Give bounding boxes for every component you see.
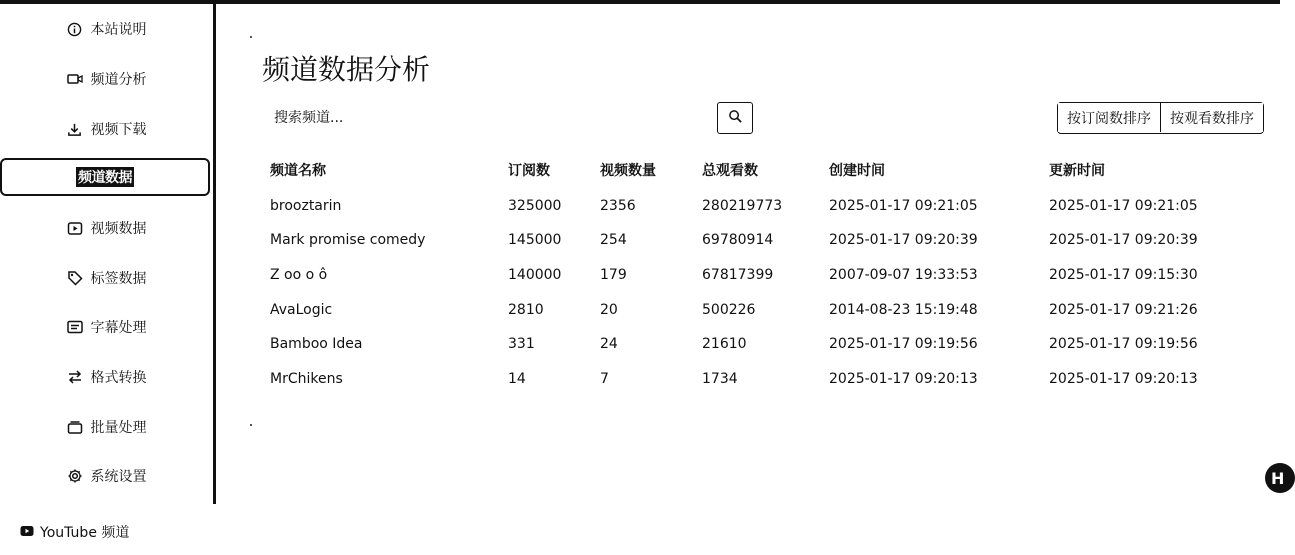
header-updated-at[interactable]: 更新时间 [1049,163,1105,179]
header-subscribers[interactable]: 订阅数 [508,163,550,179]
sidebar-item-label: 视频下载 [90,122,147,138]
cell-created-at: 2025-01-17 09:21:05 [829,197,978,214]
video-play-icon [67,220,83,236]
video-camera-icon [67,71,83,87]
cell-updated-at: 2025-01-17 09:20:13 [1049,371,1198,388]
sidebar-item-settings[interactable] [0,456,213,496]
cell-subscribers: 331 [508,336,535,353]
youtube-channel-label: YouTube 频道 [40,525,130,541]
sidebar-item-label: 本站说明 [90,22,147,38]
sidebar-item-about[interactable] [0,9,213,49]
cell-updated-at: 2025-01-17 09:15:30 [1049,267,1198,284]
search-bar [262,102,753,134]
sidebar-item-label: 频道分析 [90,72,147,88]
cell-video-count: 20 [600,301,618,318]
youtube-channel-link[interactable] [20,522,129,542]
gear-icon [67,468,83,484]
cell-total-views: 1734 [702,371,738,388]
cell-created-at: 2014-08-23 15:19:48 [829,301,978,318]
cell-channel-name: Z oo o ô [270,267,328,284]
sidebar-item-label: 频道数据 [76,167,134,187]
sort-by-subscribers-button[interactable]: 按订阅数排序 [1058,103,1160,132]
cell-subscribers: 140000 [508,267,562,284]
sidebar-item-label: 系统设置 [90,469,147,485]
sidebar-item-tag-data[interactable] [0,258,213,298]
sidebar-divider [213,4,216,504]
search-icon [728,109,743,128]
subtitle-icon [67,319,83,335]
sidebar-item-channel-data[interactable] [0,158,210,196]
cell-channel-name: brooztarin [270,197,342,214]
cell-subscribers: 325000 [508,197,562,214]
cell-channel-name: MrChikens [270,371,343,388]
cell-video-count: 24 [600,336,618,353]
tag-icon [67,270,83,286]
cell-created-at: 2025-01-17 09:20:13 [829,371,978,388]
cell-updated-at: 2025-01-17 09:21:26 [1049,301,1198,318]
sort-button-group [1057,102,1264,134]
cell-created-at: 2025-01-17 09:19:56 [829,336,978,353]
cell-video-count: 254 [600,232,627,249]
sidebar-item-label: 标签数据 [90,271,147,287]
floating-help-button[interactable]: H [1265,463,1295,493]
header-video-count[interactable]: 视频数量 [600,163,656,179]
cell-updated-at: 2025-01-17 09:21:05 [1049,197,1198,214]
stack-icon [67,419,83,435]
swap-icon [67,369,83,385]
cell-total-views: 500226 [702,301,756,318]
page-title: 频道数据分析 [262,53,431,86]
cell-video-count: 7 [600,371,609,388]
decor-dot [250,424,252,426]
header-channel-name[interactable]: 频道名称 [270,163,326,179]
sidebar-item-label: 格式转换 [90,370,147,386]
cell-subscribers: 145000 [508,232,562,249]
cell-channel-name: Mark promise comedy [270,232,426,249]
sidebar-item-label: 批量处理 [90,420,147,436]
cell-created-at: 2025-01-17 09:20:39 [829,232,978,249]
sidebar-item-video-download[interactable] [0,109,213,149]
sort-by-views-button[interactable]: 按观看数排序 [1160,103,1263,132]
cell-subscribers: 2810 [508,301,544,318]
cell-subscribers: 14 [508,371,526,388]
cell-created-at: 2007-09-07 19:33:53 [829,267,978,284]
cell-total-views: 67817399 [702,267,774,284]
cell-channel-name: AvaLogic [270,301,333,318]
cell-video-count: 179 [600,267,627,284]
sidebar-item-format-convert[interactable] [0,357,213,397]
sidebar-item-subtitles[interactable] [0,307,213,347]
header-created-at[interactable]: 创建时间 [829,163,885,179]
sidebar-item-channel-analysis[interactable] [0,59,213,99]
download-icon [67,121,83,137]
sidebar-item-video-data[interactable] [0,208,213,248]
youtube-icon [20,525,34,539]
sidebar [0,4,213,504]
header-total-views[interactable]: 总观看数 [702,163,758,179]
search-button[interactable] [717,102,753,134]
sidebar-item-label: 字幕处理 [90,320,147,336]
cell-updated-at: 2025-01-17 09:19:56 [1049,336,1198,353]
search-input[interactable] [262,102,717,134]
cell-video-count: 2356 [600,197,636,214]
info-icon [67,21,83,37]
sidebar-item-batch[interactable] [0,407,213,447]
cell-total-views: 280219773 [702,197,783,214]
cell-total-views: 21610 [702,336,747,353]
cell-updated-at: 2025-01-17 09:20:39 [1049,232,1198,249]
decor-dot [250,36,252,38]
cell-total-views: 69780914 [702,232,774,249]
cell-channel-name: Bamboo Idea [270,336,363,353]
sidebar-item-label: 视频数据 [90,221,147,237]
